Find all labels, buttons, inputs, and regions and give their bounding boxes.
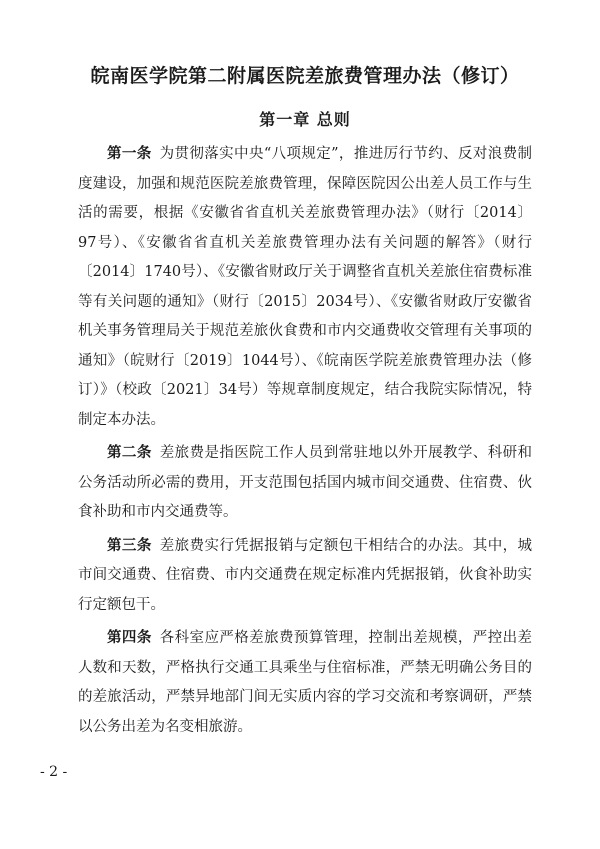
- article-4: [78, 624, 532, 742]
- article-label: 第一条: [107, 146, 152, 162]
- article-3: [78, 532, 532, 621]
- article-text: 差旅费是指医院工作人员到常驻地以外开展教学、科研和公务活动所必需的费用，开支范围包括国内城市间交通费、住宿费、伙食补助和市内交通费等。: [78, 445, 533, 520]
- article-label: 第四条: [107, 630, 152, 646]
- page-number: - 2 -: [40, 764, 68, 780]
- document-title: 皖南医学院第二附属医院差旅费管理办法（修订）: [90, 65, 520, 87]
- article-text: 为贯彻落实中央“八项规定”，推进厉行节约、反对浪费制度建设，加强和规范医院差旅费管理，保障医院因公出差人员工作与生活的需要，根据《安徽省省直机关差旅费管理办法》（财行〔2014〕97号）、《安徽省省直机关差旅费管理办法有关问题的解答》（财行〔2014〕1740号）、《安徽省财政厅关于调整省直机关差旅住宿费标准等有关问题的通知》（财行〔2015〕2034号）、《安徽省财政厅安徽省机关事务管理局关于规范差旅伙食费和市内交通费收交管理有关事项的通知》（皖财行〔2019〕1044号）、《皖南医学院差旅费管理办法（修订）》（校政〔2021〕34号）等规章制度规定，结合我院实际情况，特制定本办法。: [78, 146, 533, 428]
- article-1: [78, 140, 532, 435]
- article-text: 差旅费实行凭据报销与定额包干相结合的办法。其中，城市间交通费、住宿费、市内交通费在规定标准内凭据报销，伙食补助实行定额包干。: [78, 537, 533, 613]
- article-label: 第三条: [107, 537, 152, 554]
- article-2: [78, 439, 532, 528]
- article-label: 第二条: [107, 445, 152, 461]
- chapter-title: 第一章 总则: [259, 110, 351, 129]
- article-text: 各科室应严格差旅费预算管理，控制出差规模，严控出差人数和天数，严格执行交通工具乘坐与住宿标准，严禁无明确公务目的的差旅活动，严禁异地部门间无实质内容的学习交流和考察调研，严禁以公务出差为名变相旅游。: [78, 630, 533, 735]
